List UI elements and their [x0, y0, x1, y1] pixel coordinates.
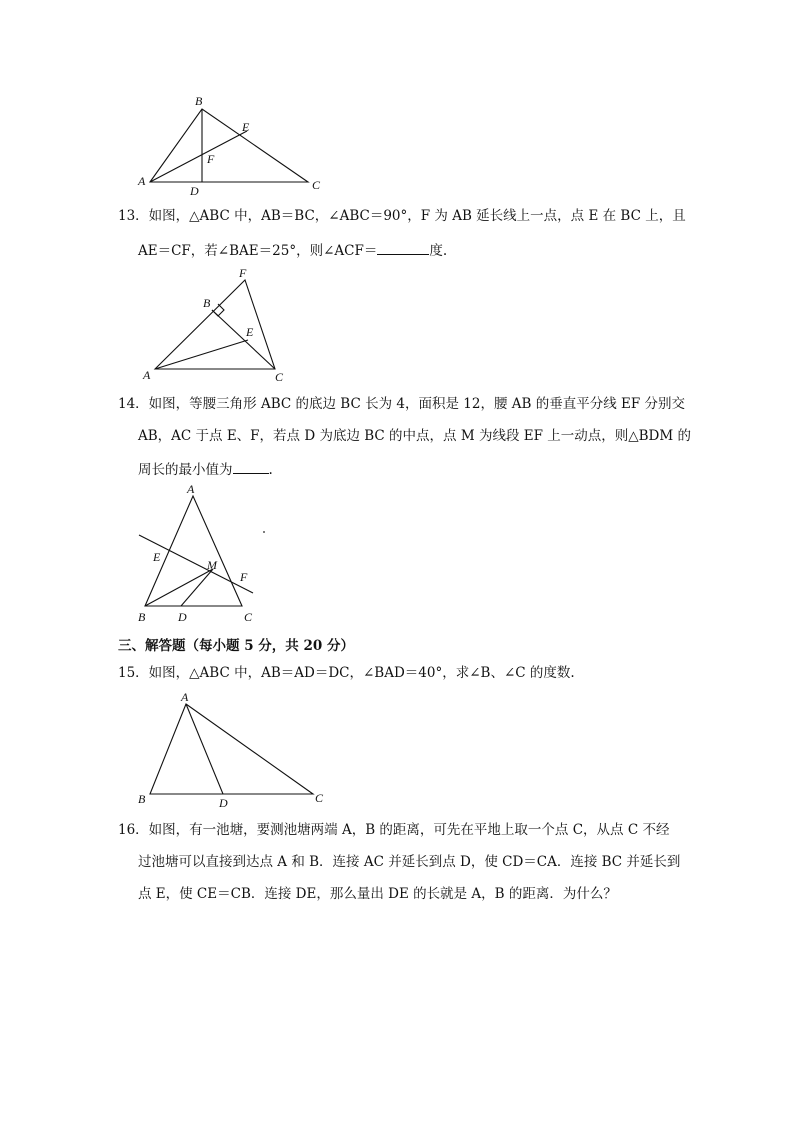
label-a: A [181, 690, 189, 704]
label-d: D [178, 610, 187, 624]
triangle-abc [150, 109, 308, 182]
right-angle-mark [212, 304, 224, 316]
answer-blank-14[interactable] [233, 461, 269, 474]
label-e: E [246, 325, 254, 339]
figure-q12 [138, 94, 330, 198]
stray-dot [263, 531, 265, 533]
question-13-line-2 [138, 242, 447, 258]
triangle-afc [155, 280, 275, 369]
label-e: E [242, 120, 250, 134]
label-b: B [203, 296, 211, 310]
triangle-abc [150, 704, 313, 794]
question-16-line-3: 点 E，使 CE＝CB．连接 DE，那么量出 DE 的长就是 A，B 的距离．为什么？ [138, 886, 617, 902]
segment-bm [145, 569, 213, 606]
label-a: A [143, 368, 151, 382]
line-ef [139, 535, 253, 593]
question-14-line-3-text: 周长的最小值为 [138, 462, 233, 478]
section-3-heading: 三、解答题（每小题 5 分，共 20 分） [118, 638, 354, 654]
figure-q14 [135, 482, 275, 627]
label-e: E [153, 550, 161, 564]
label-f: F [240, 570, 248, 584]
question-13-line-1: 13．如图，△ABC 中，AB＝BC，∠ABC＝90°，F 为 AB 延长线上一点，点 E 在 BC 上，且 [118, 208, 686, 224]
label-b: B [138, 792, 146, 806]
question-13-line-2-text: AE＝CF，若∠BAE＝25°，则∠ACF＝ [138, 243, 378, 259]
label-f: F [207, 152, 215, 166]
question-14-line-1: 14．如图，等腰三角形 ABC 的底边 BC 长为 4，面积是 12，腰 AB 的垂直平分线 EF 分别交 [118, 396, 685, 412]
question-16-line-2: 过池塘可以直接到达点 A 和 B．连接 AC 并延长到点 D，使 CD＝CA．连接 BC 并延长到 [138, 854, 681, 870]
label-d: D [190, 184, 199, 198]
label-c: C [244, 610, 253, 624]
label-c: C [275, 370, 284, 384]
figure-q15 [135, 690, 335, 810]
label-c: C [315, 791, 324, 805]
question-15-line-1: 15．如图，△ABC 中，AB＝AD＝DC，∠BAD＝40°，求∠B、∠C 的度数. [118, 665, 575, 681]
question-14-line-3-end: . [268, 462, 273, 478]
question-13-line-2-end: 度. [429, 243, 448, 259]
label-c: C [312, 178, 321, 192]
question-14-line-2: AB，AC 于点 E、F，若点 D 为底边 BC 的中点，点 M 为线段 EF 上一动点，则△BDM 的 [138, 428, 691, 444]
label-f: F [239, 266, 247, 280]
question-16-line-1: 16．如图，有一池塘，要测池塘两端 A，B 的距离，可先在平地上取一个点 C，从点 C 不经 [118, 822, 670, 838]
figure-q15-drawing [135, 690, 335, 810]
label-m: M [207, 558, 217, 572]
label-a: A [138, 174, 146, 188]
label-b: B [138, 610, 146, 624]
label-a: A [187, 482, 195, 496]
figure-q13-drawing [140, 265, 300, 385]
segment-dm [181, 569, 213, 606]
segment-ae [150, 131, 247, 182]
label-d: D [219, 796, 228, 810]
figure-q12-drawing [140, 95, 330, 198]
answer-blank-13[interactable] [377, 242, 429, 255]
label-b: B [195, 94, 203, 108]
figure-q13 [140, 265, 300, 385]
question-14-line-3 [138, 461, 273, 477]
